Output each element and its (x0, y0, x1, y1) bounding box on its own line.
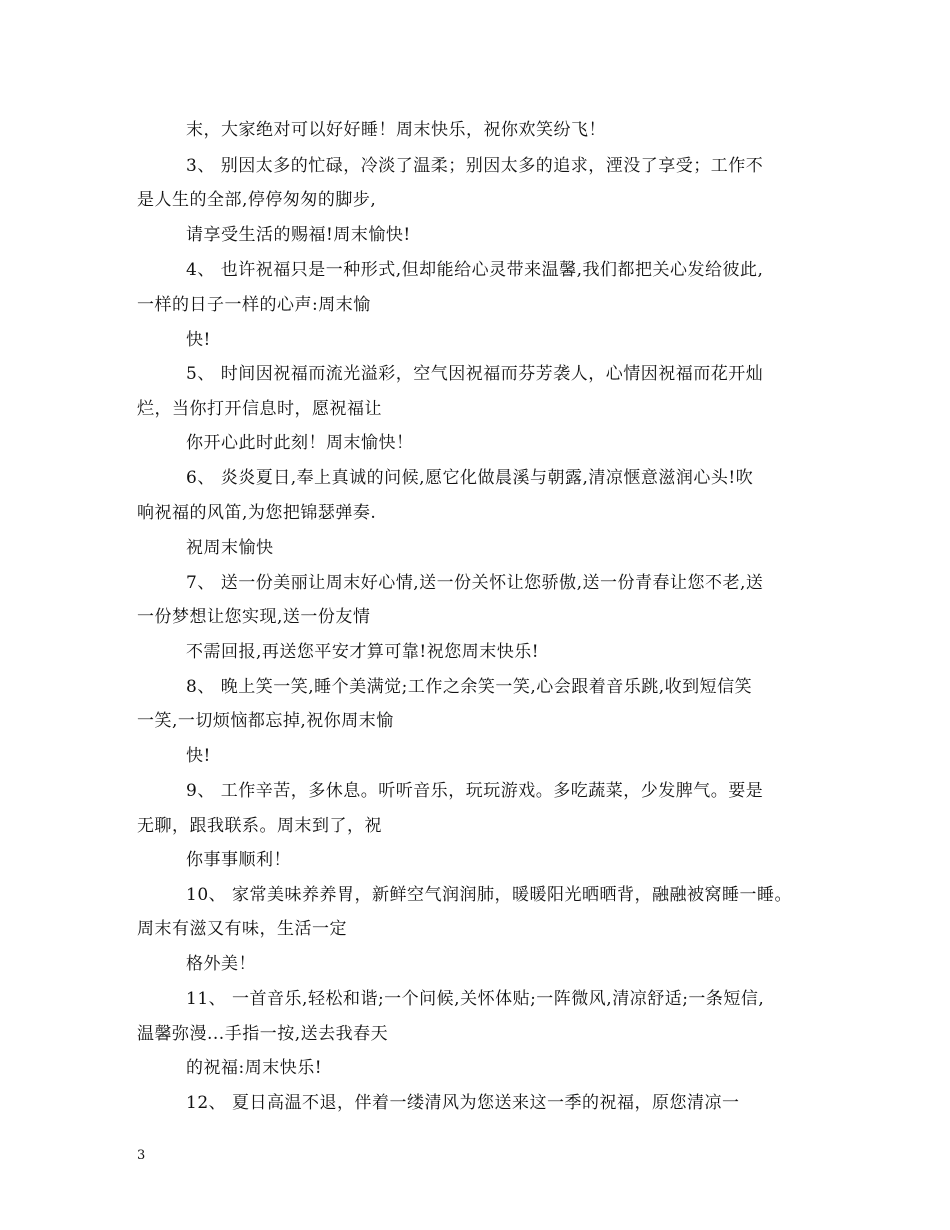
text-line: 周末有滋又有味，生活一定 (137, 919, 347, 939)
text-line: 10、 家常美味养养胃，新鲜空气润润肺，暖暖阳光晒晒背，融融被窝睡一睡。 (186, 885, 793, 905)
text-line: 温馨弥漫...手指一按,送去我春天 (137, 1024, 389, 1044)
text-line: 烂，当你打开信息时，愿祝福让 (137, 399, 382, 419)
text-line: 不需回报,再送您平安才算可靠!祝您周末快乐! (186, 642, 540, 662)
text-line: 你事事顺利！ (186, 850, 291, 870)
text-line: 一样的日子一样的心声:周末愉 (137, 295, 371, 315)
text-line: 9、 工作辛苦，多休息。听听音乐，玩玩游戏。多吃蔬菜，少发脾气。要是 (186, 781, 764, 801)
text-line: 末，大家绝对可以好好睡！周末快乐，祝你欢笑纷飞！ (186, 120, 606, 140)
text-line: 5、 时间因祝福而流光溢彩，空气因祝福而芬芳袭人，心情因祝福而花开灿 (186, 364, 764, 384)
text-line: 7、 送一份美丽让周末好心情,送一份关怀让您骄傲,送一份青春让您不老,送 (186, 573, 764, 593)
text-line: 8、 晚上笑一笑,睡个美满觉;工作之余笑一笑,心会跟着音乐跳,收到短信笑 (186, 677, 753, 697)
text-line: 快! (186, 330, 211, 350)
text-line: 你开心此时此刻！周末愉快！ (186, 433, 414, 453)
text-line: 4、 也许祝福只是一种形式,但却能给心灵带来温馨,我们都把关心发给彼此, (186, 260, 764, 280)
text-line: 快! (186, 746, 211, 766)
text-line: 11、 一首音乐,轻松和谐;一个问候,关怀体贴;一阵微风,清凉舒适;一条短信, (186, 989, 765, 1009)
text-line: 是人生的全部,停停匆匆的脚步, (137, 190, 377, 210)
text-line: 响祝福的风笛,为您把锦瑟弹奏. (137, 503, 377, 523)
text-line: 一笑,一切烦恼都忘掉,祝你周末愉 (137, 711, 394, 731)
text-line: 6、 炎炎夏日,奉上真诚的问候,愿它化做晨溪与朝露,清凉惬意滋润心头!吹 (186, 468, 754, 488)
text-line: 格外美！ (186, 954, 256, 974)
text-line: 祝周末愉快 (186, 538, 274, 558)
page-number: 3 (137, 1148, 146, 1163)
text-line: 的祝福:周末快乐! (186, 1058, 323, 1078)
text-line: 一份梦想让您实现,送一份友情 (137, 607, 371, 627)
text-line: 无聊，跟我联系。周末到了，祝 (137, 816, 382, 836)
text-line: 请享受生活的赐福!周末愉快! (186, 225, 411, 245)
text-line: 3、 别因太多的忙碌，冷淡了温柔；别因太多的追求，湮没了享受；工作不 (186, 156, 764, 176)
text-line: 12、 夏日高温不退，伴着一缕清风为您送来这一季的祝福，原您清凉一 (186, 1093, 740, 1113)
